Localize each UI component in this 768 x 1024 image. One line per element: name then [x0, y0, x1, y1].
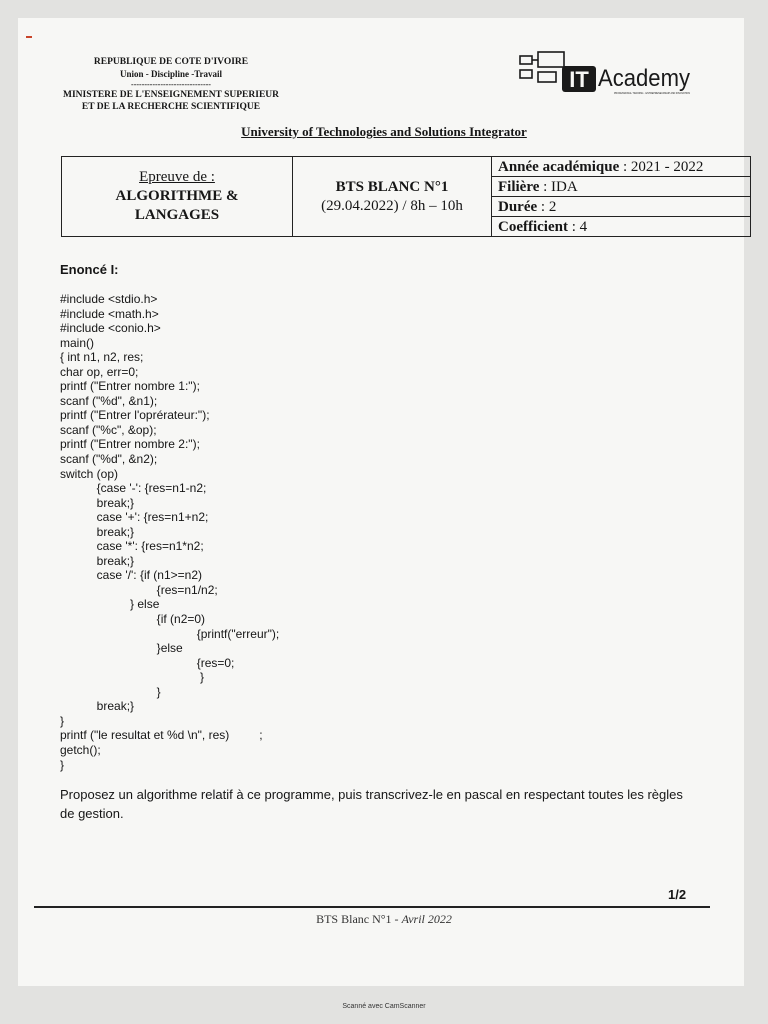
code-line: {if (n2=0)	[60, 612, 206, 627]
academic-year-value: : 2021 - 2022	[619, 158, 704, 175]
university-name: University of Technologies and Solutions Integrator	[241, 124, 527, 139]
code-line: break;}	[60, 524, 135, 539]
national-motto: Union - Discipline -Travail	[119, 69, 223, 79]
logo-name: Academy	[598, 65, 690, 92]
code-line: #include <math.h>	[60, 306, 159, 321]
footer	[0, 912, 768, 927]
republic-name: REPUBLIQUE DE COTE D'IVOIRE	[93, 57, 249, 67]
subject-cell	[62, 157, 293, 237]
academic-year-label: Année académique	[498, 158, 620, 175]
c-program-listing	[60, 292, 279, 772]
code-line: char op, err=0;	[60, 364, 139, 379]
scan-mark	[26, 36, 32, 38]
code-line: break;}	[60, 553, 135, 568]
code-line: #include <conio.h>	[60, 321, 161, 336]
footer-date: Avril 2022	[401, 912, 452, 926]
coefficient-value: : 4	[567, 218, 588, 235]
epreuve-label: Epreuve de :	[139, 169, 215, 185]
code-line: printf ("Entrer l'oprérateur:");	[60, 408, 210, 423]
subject-line-2: LANGAGES	[134, 207, 220, 223]
code-line: }	[60, 713, 65, 728]
ministry-header	[46, 56, 296, 113]
scanner-watermark: Scanné avec CamScanner	[342, 1003, 426, 1010]
footer-rule	[34, 906, 710, 908]
code-line: break;}	[60, 699, 135, 714]
exam-name: BTS BLANC N°1	[335, 178, 449, 195]
coefficient-label: Coefficient	[498, 218, 568, 235]
code-line: break;}	[60, 495, 135, 510]
code-line: case '/': {if (n1>=n2)	[60, 568, 202, 583]
logo-mark: IT	[569, 67, 589, 92]
logo-tagline: PROFESSIONAL TRAINING · ENTREPRENEURSHIP AND INNOVATION	[614, 91, 690, 95]
code-line: switch (op)	[60, 466, 119, 481]
exam-info-table	[61, 156, 751, 237]
coefficient-cell	[492, 217, 751, 237]
enonce-title: Enoncé I:	[60, 262, 119, 277]
code-line: }	[60, 684, 161, 699]
code-line: main()	[60, 335, 95, 350]
duree-value: : 2	[537, 198, 557, 215]
subject-line-1: ALGORITHME &	[115, 188, 239, 204]
duree-label: Durée	[498, 198, 538, 215]
code-line: }else	[60, 641, 183, 656]
code-line: printf ("le resultat et %d \n", res) ;	[60, 728, 263, 743]
it-academy-logo	[518, 52, 698, 104]
code-line: }	[60, 670, 205, 685]
code-line: scanf ("%d", &n2);	[60, 452, 158, 467]
exercise-question: Proposez un algorithme relatif à ce programme, puis transcrivez-le en pascal en respectant toutes les règles de gestion.	[60, 787, 683, 821]
code-line: {res=0;	[60, 655, 235, 670]
code-line: printf ("Entrer nombre 2:");	[60, 437, 200, 452]
code-line: } else	[60, 597, 160, 612]
academic-year-cell	[492, 157, 751, 177]
code-line: case '*': {res=n1*n2;	[60, 539, 204, 554]
code-line: case '+': {res=n1+n2;	[60, 510, 209, 525]
filiere-label: Filière	[498, 178, 540, 195]
exam-cell	[293, 157, 492, 237]
code-line: scanf ("%d", &n1);	[60, 393, 158, 408]
exam-date: (29.04.2022) / 8h – 10h	[321, 197, 463, 214]
ministry-line-1: MINISTERE DE L'ENSEIGNEMENT SUPERIEUR	[63, 90, 279, 100]
code-line: {case '-': {res=n1-n2;	[60, 481, 207, 496]
filiere-cell	[492, 177, 751, 197]
code-line: scanf ("%c", &op);	[60, 422, 157, 437]
code-line: getch();	[60, 742, 101, 757]
code-line: {printf("erreur");	[60, 626, 280, 641]
header-divider: ------------------------------	[131, 80, 211, 89]
footer-prefix: BTS Blanc N°1 -	[316, 912, 402, 926]
duree-cell	[492, 197, 751, 217]
page-number: 1/2	[668, 887, 687, 902]
computer-icon	[520, 52, 564, 82]
code-line: {res=n1/n2;	[60, 582, 218, 597]
code-line: }	[60, 757, 65, 772]
code-line: printf ("Entrer nombre 1:");	[60, 379, 200, 394]
ministry-line-2: ET DE LA RECHERCHE SCIENTIFIQUE	[81, 102, 261, 112]
code-line: { int n1, n2, res;	[60, 350, 144, 365]
filiere-value: : IDA	[539, 178, 578, 195]
code-line: #include <stdio.h>	[60, 292, 158, 306]
